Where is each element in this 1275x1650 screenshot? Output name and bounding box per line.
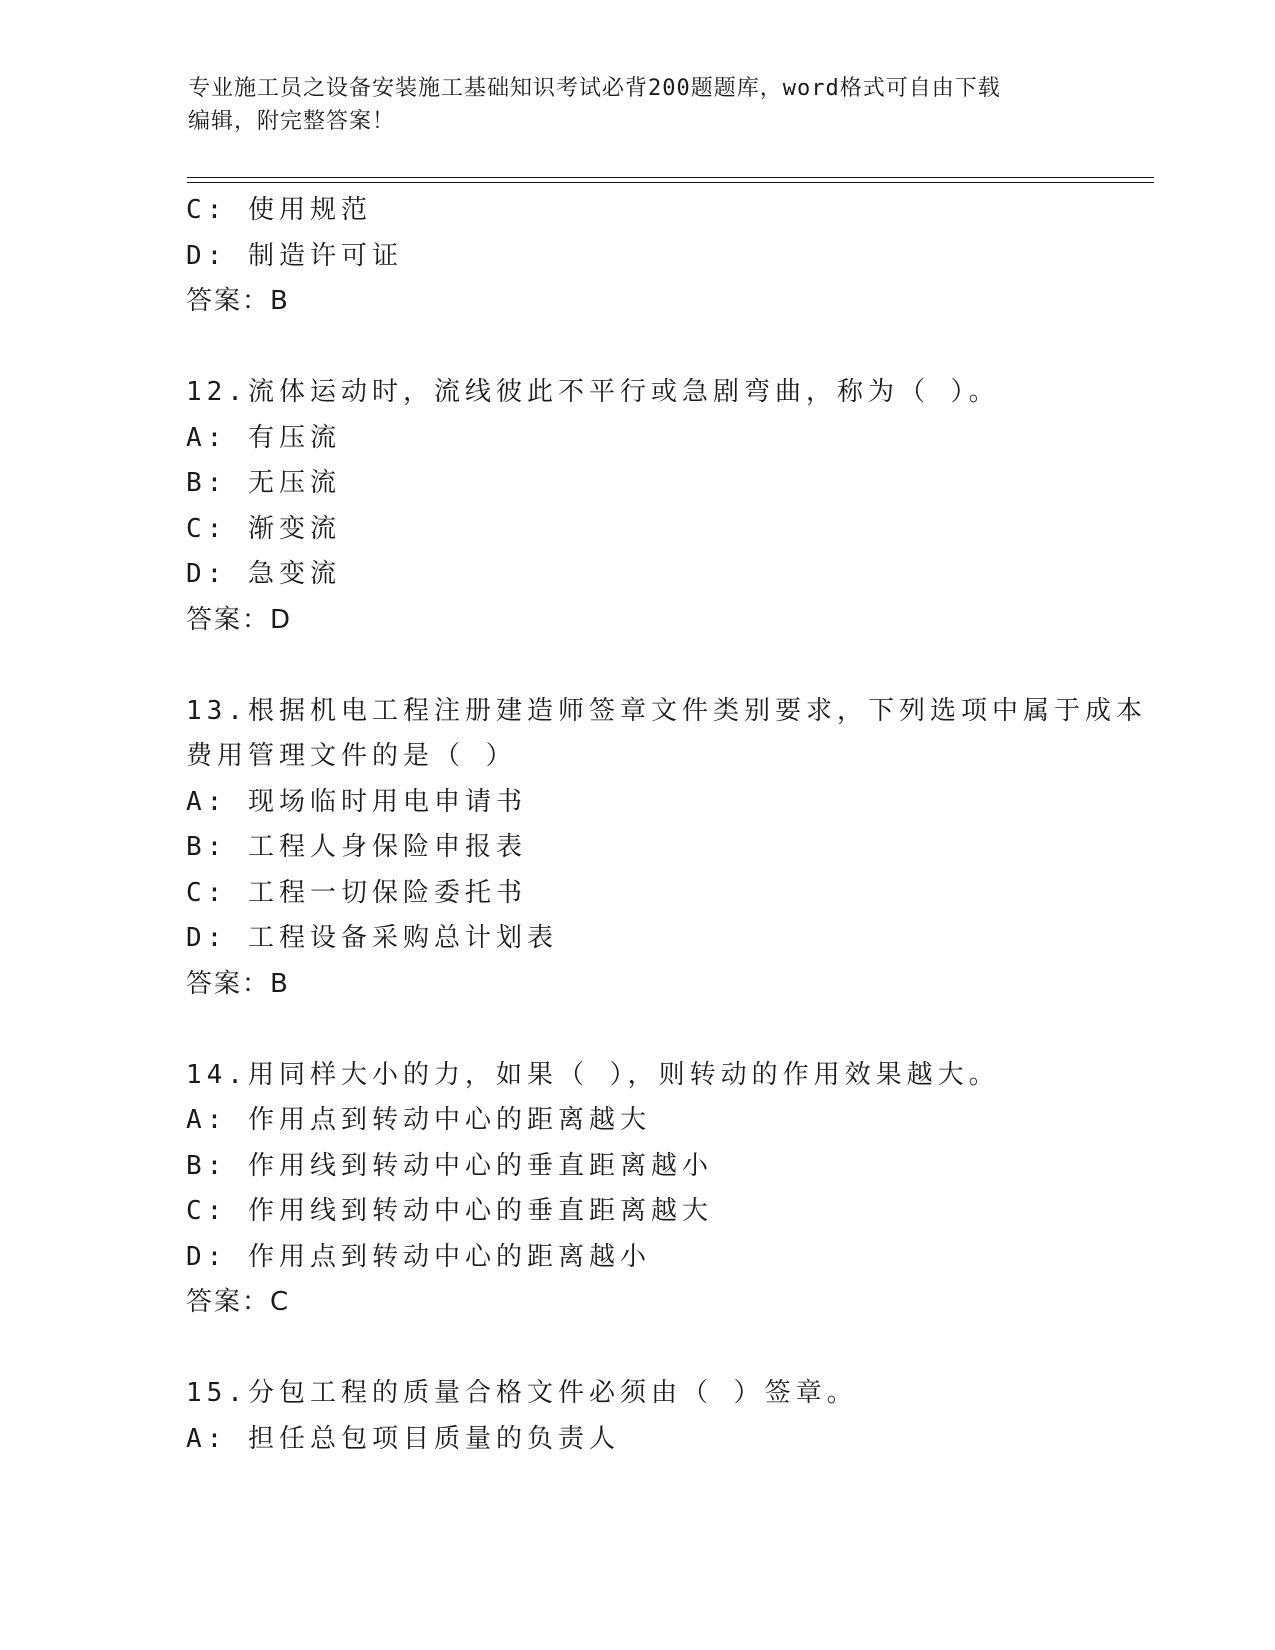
question-12 [186, 370, 1086, 643]
question-spacer [186, 325, 1086, 371]
question-11-tail [186, 188, 1086, 325]
option-d: D: 工程设备采购总计划表 [186, 923, 558, 953]
option-a: A: 有压流 [186, 422, 341, 453]
header-divider-top [187, 177, 1154, 178]
option-c: C: 使用规范 [186, 195, 372, 225]
header-title-line-1: 专业施工员之设备安装施工基础知识考试必背200题题库，word格式可自由下载 [188, 76, 1001, 101]
option-d: D: 制造许可证 [186, 240, 403, 271]
question-list [186, 188, 1147, 1462]
question-spacer [186, 643, 1086, 689]
question-stem: 15.分包工程的质量合格文件必须由（ ）签章。 [186, 1378, 858, 1408]
answer-line: 答案：C [186, 1287, 291, 1317]
option-d: D: 急变流 [186, 559, 341, 589]
option-a: A: 现场临时用电申请书 [186, 786, 527, 817]
answer-line: 答案：B [186, 968, 290, 999]
question-15 [186, 1371, 1086, 1462]
question-stem-continued: 费用管理文件的是（ ） [186, 741, 517, 771]
question-spacer [186, 1007, 1086, 1053]
option-c: C: 渐变流 [186, 513, 341, 544]
option-d: D: 作用点到转动中心的距离越小 [186, 1241, 651, 1272]
document-header [188, 72, 1068, 138]
question-stem: 14.用同样大小的力，如果（ ），则转动的作用效果越大。 [186, 1059, 1000, 1090]
header-divider-bottom [187, 182, 1154, 183]
option-a: A: 作用点到转动中心的距离越大 [186, 1105, 651, 1135]
question-14 [186, 1053, 1086, 1326]
answer-line: 答案：B [186, 286, 290, 316]
question-stem: 12.流体运动时，流线彼此不平行或急剧弯曲，称为（ ）。 [186, 377, 1000, 407]
option-b: B: 作用线到转动中心的垂直距离越小 [186, 1150, 713, 1181]
option-c: C: 作用线到转动中心的垂直距离越大 [186, 1196, 713, 1226]
question-13 [186, 689, 1147, 1008]
header-title-line-2: 编辑，附完整答案！ [188, 109, 396, 134]
option-b: B: 无压流 [186, 468, 341, 498]
question-stem: 13.根据机电工程注册建造师签章文件类别要求，下列选项中属于成本 [186, 695, 1147, 726]
option-c: C: 工程一切保险委托书 [186, 877, 527, 908]
question-spacer [186, 1326, 1086, 1372]
option-b: B: 工程人身保险申报表 [186, 832, 527, 862]
option-a: A: 担任总包项目质量的负责人 [186, 1423, 620, 1454]
answer-line: 答案：D [186, 604, 293, 635]
